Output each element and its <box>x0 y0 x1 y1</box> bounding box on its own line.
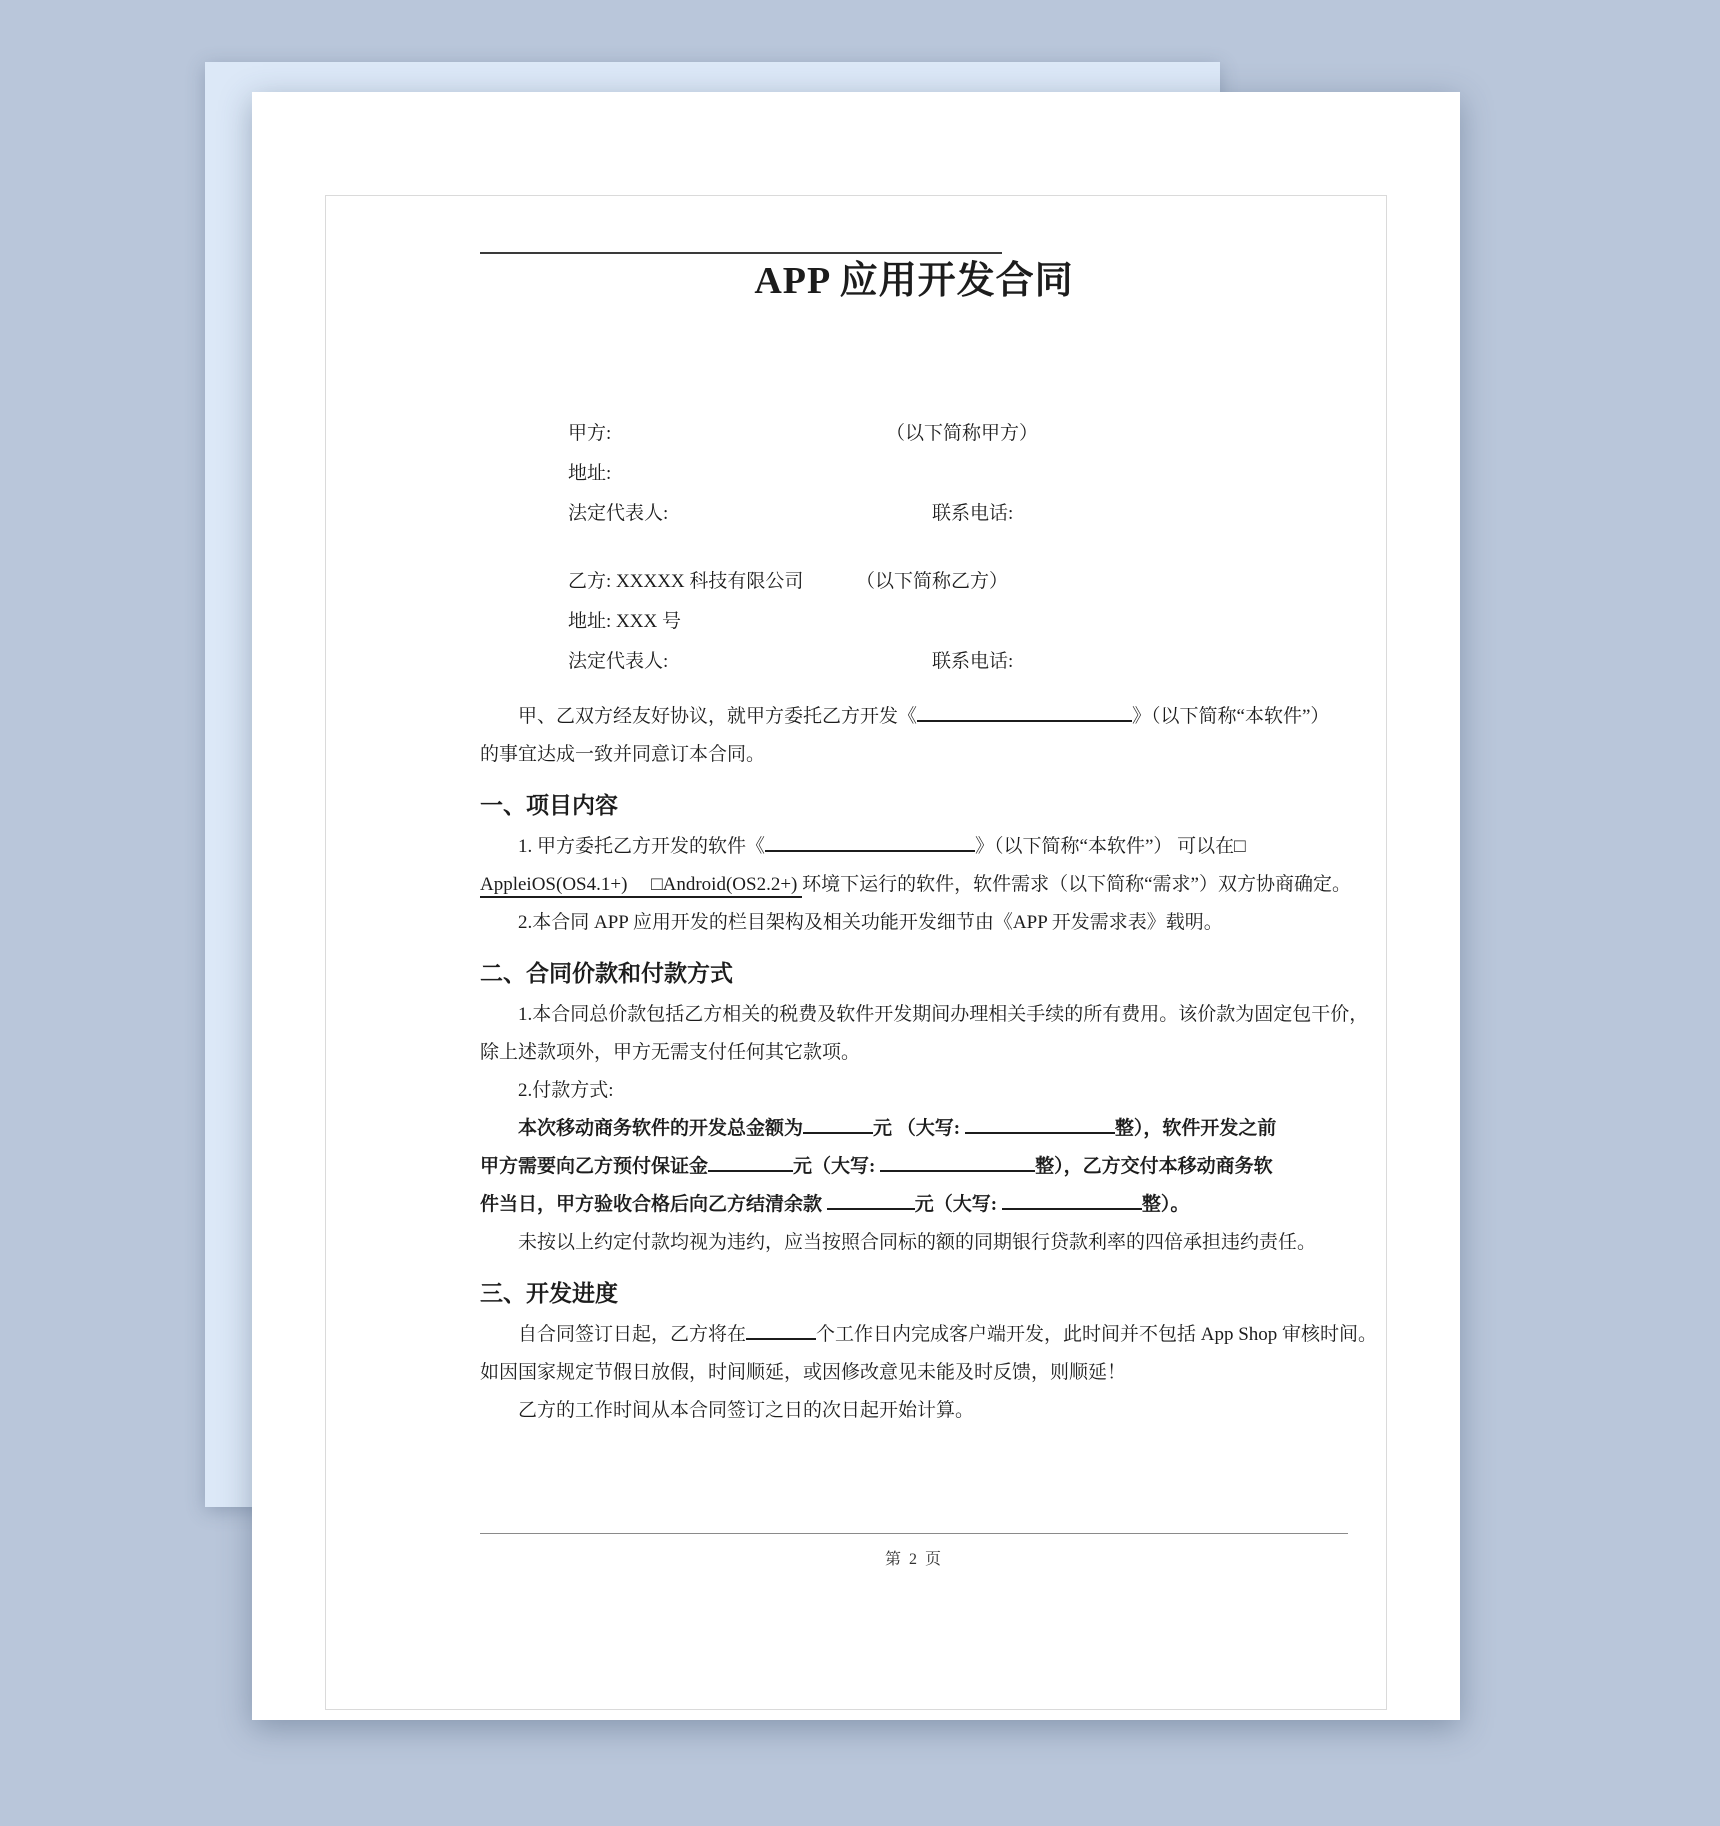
party-a-phone-label: 联系电话: <box>932 503 1014 524</box>
text-line <box>480 1072 1348 1110</box>
text-segment: 整）。 <box>1141 1194 1190 1215</box>
text-line <box>480 904 1348 942</box>
text-line <box>480 996 1369 1034</box>
contract-body <box>480 698 1378 1430</box>
payment-terms-paragraph <box>480 1110 1348 1224</box>
section-1-clause-1 <box>480 828 1351 904</box>
parties-block <box>480 414 1348 682</box>
blank-fill-in-field <box>746 1319 816 1340</box>
party-b-address-label: 地址: XXX 号 <box>568 611 681 632</box>
page-content <box>480 252 1378 1430</box>
party-b-name-row <box>480 562 1348 602</box>
document-title: APP 应用开发合同 <box>754 260 1074 302</box>
text-segment: 1.本合同总价款包括乙方相关的税费及软件开发期间办理相关手续的所有费用。该价款为固定包干价， <box>518 1004 1369 1025</box>
text-line <box>480 1110 1348 1148</box>
party-b-phone-label: 联系电话: <box>932 651 1014 672</box>
blank-fill-in-field <box>965 1113 1115 1134</box>
text-segment: 整），乙方交付本移动商务软 <box>1035 1156 1273 1177</box>
footer-page-number: 第 2 页 <box>884 1551 943 1568</box>
text-line <box>480 1186 1348 1224</box>
party-spacer <box>480 534 1348 562</box>
text-segment: 元 （大写: <box>873 1118 965 1139</box>
party-a-address-label: 地址: <box>568 463 612 484</box>
text-segment: 1. 甲方委托乙方开发的软件《 <box>518 836 766 857</box>
party-b-address-row <box>480 602 1348 642</box>
party-a-legal-rep-row <box>480 494 1348 534</box>
intro-paragraph <box>480 698 1348 774</box>
section-2-clause-1 <box>480 996 1369 1072</box>
text-line <box>480 1354 1348 1392</box>
blank-fill-in-field <box>803 1113 873 1134</box>
text-segment: 乙方的工作时间从本合同签订之日的次日起开始计算。 <box>518 1400 975 1421</box>
text-line <box>480 1392 1348 1430</box>
text-segment: 未按以上约定付款均视为违约，应当按照合同标的额的同期银行贷款利率的四倍承担违约责任。 <box>518 1232 1317 1253</box>
text-line <box>480 1224 1348 1262</box>
party-a-alias: （以下简称甲方） <box>886 423 1039 444</box>
party-b-legal-rep-label: 法定代表人: <box>568 651 669 672</box>
text-segment: 件当日，甲方验收合格后向乙方结清余款 <box>480 1194 827 1215</box>
text-line <box>480 828 1348 866</box>
blank-fill-in-field <box>1002 1189 1142 1210</box>
text-segment: 本次移动商务软件的开发总金额为 <box>518 1118 804 1139</box>
text-line <box>480 1034 1348 1072</box>
section-1-clause-2 <box>480 904 1348 942</box>
text-segment: 2.本合同 APP 应用开发的栏目架构及相关功能开发细节由《APP 开发需求表》载明。 <box>518 912 1223 933</box>
text-line <box>480 1148 1348 1186</box>
text-line <box>480 736 1348 774</box>
contract-page <box>252 92 1460 1720</box>
party-a-name-label: 甲方: <box>568 423 612 444</box>
blank-fill-in-field <box>765 831 975 852</box>
section-3-heading: 三、开发进度 <box>480 1280 618 1306</box>
section-1-heading: 一、项目内容 <box>480 792 618 818</box>
text-segment: 除上述款项外，甲方无需支付任何其它款项。 <box>480 1042 861 1063</box>
blank-fill-in-field <box>880 1151 1035 1172</box>
page-footer <box>480 1533 1348 1569</box>
party-a-name-row <box>480 414 1348 454</box>
footer-rule <box>480 1533 1348 1534</box>
section-3-clause-2 <box>480 1392 1348 1430</box>
blank-fill-in-field <box>827 1189 915 1210</box>
blank-fill-in-field <box>917 701 1132 722</box>
underlined-platform-options: AppleiOS(OS4.1+) □Android(OS2.2+) <box>480 874 802 898</box>
section-2-heading: 二、合同价款和付款方式 <box>480 960 733 986</box>
text-segment: 如因国家规定节假日放假，时间顺延，或因修改意见未能及时反馈，则顺延！ <box>480 1362 1127 1383</box>
text-segment: 甲、乙双方经友好协议，就甲方委托乙方开发《 <box>518 706 918 727</box>
party-a-address-row <box>480 454 1348 494</box>
title-top-rule <box>480 252 1002 254</box>
section-3-clause-1 <box>480 1316 1378 1392</box>
party-a-legal-rep-label: 法定代表人: <box>568 503 669 524</box>
text-segment: 的事宜达成一致并同意订本合同。 <box>480 744 766 765</box>
text-segment: 元（大写: <box>914 1194 1002 1215</box>
text-segment: 自合同签订日起，乙方将在 <box>518 1324 747 1345</box>
text-segment: 甲方需要向乙方预付保证金 <box>480 1156 709 1177</box>
text-line <box>480 1316 1378 1354</box>
text-segment: 环境下运行的软件，软件需求（以下简称“需求”）双方协商确定。 <box>802 874 1351 895</box>
text-segment: 元（大写: <box>793 1156 881 1177</box>
text-segment: 2.付款方式: <box>518 1080 614 1101</box>
text-segment: 个工作日内完成客户端开发，此时间并不包括 App Shop 审核时间。 <box>816 1324 1378 1345</box>
breach-clause <box>480 1224 1348 1262</box>
section-2-clause-2 <box>480 1072 1348 1110</box>
text-line <box>480 698 1348 736</box>
text-segment: 整），软件开发之前 <box>1114 1118 1277 1139</box>
blank-fill-in-field <box>708 1151 793 1172</box>
party-b-legal-rep-row <box>480 642 1348 682</box>
text-line <box>480 866 1351 904</box>
text-segment: 》（以下简称“本软件”） 可以在□ <box>975 836 1246 857</box>
text-segment: 》（以下简称“本软件”） <box>1132 706 1330 727</box>
party-b-alias: （以下简称乙方） <box>856 571 1009 592</box>
party-b-name-label: 乙方: XXXXX 科技有限公司 <box>568 571 804 592</box>
